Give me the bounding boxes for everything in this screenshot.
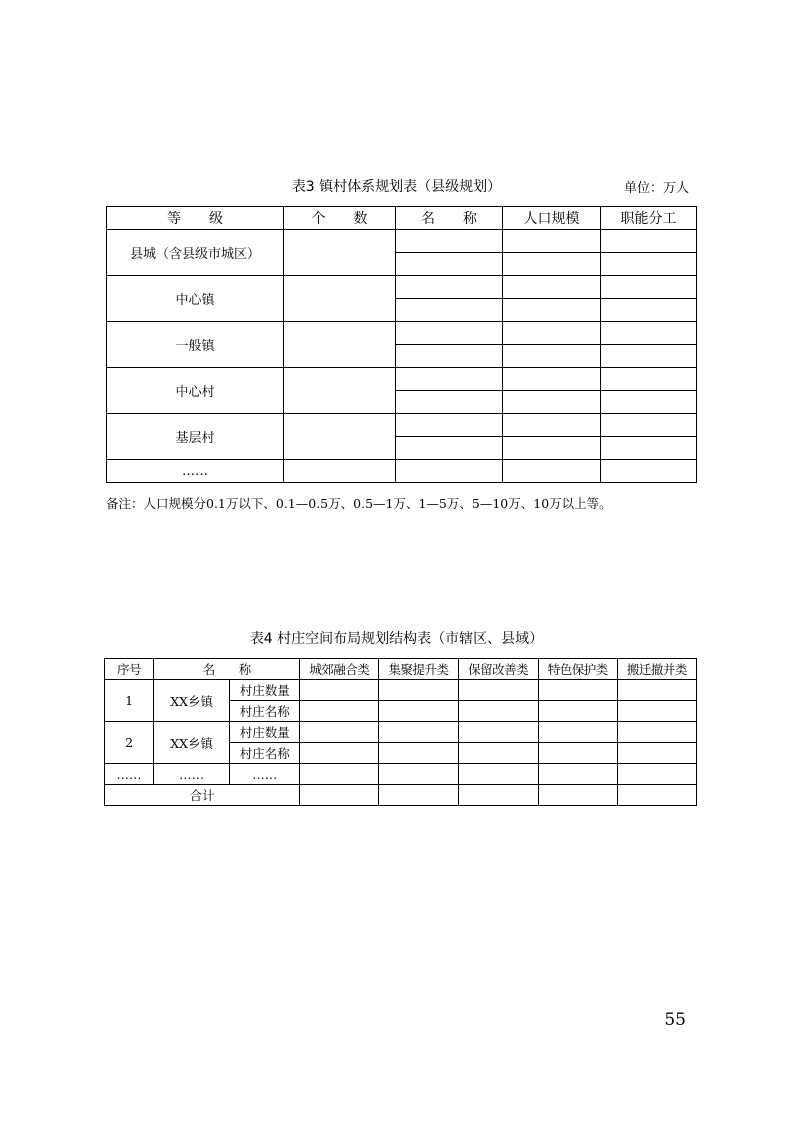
population-cell — [503, 437, 601, 460]
data-cell — [458, 680, 538, 701]
row-no: 1 — [105, 680, 154, 722]
row-town-name: XX乡镇 — [154, 680, 230, 722]
population-cell — [503, 299, 601, 322]
function-cell — [601, 230, 697, 253]
data-cell — [538, 764, 617, 785]
row-sub-label: 村庄名称 — [230, 701, 300, 722]
name-cell — [396, 368, 503, 391]
data-cell — [379, 701, 458, 722]
table3-title: 表3 镇村体系规划表（县级规划） — [291, 179, 502, 195]
function-cell — [601, 322, 697, 345]
row-sub-label: 村庄数量 — [230, 722, 300, 743]
name-cell — [396, 230, 503, 253]
population-cell — [503, 230, 601, 253]
population-cell — [503, 253, 601, 276]
grade-county: 县城（含县级市城区） — [107, 230, 284, 276]
ellipsis-cell: …… — [105, 764, 154, 785]
data-cell — [458, 785, 538, 806]
table3-note: 备注：人口规模分0.1万以下、0.1—0.5万、0.5—1万、1—5万、5—10万、10万以上等。 — [106, 496, 612, 511]
table3-header-row — [107, 207, 697, 230]
data-cell — [617, 743, 696, 764]
data-cell — [300, 785, 379, 806]
grade-central-village: 中心村 — [107, 368, 284, 414]
grade-central-town: 中心镇 — [107, 276, 284, 322]
function-cell — [601, 391, 697, 414]
name-cell — [396, 345, 503, 368]
count-cell — [284, 276, 396, 322]
function-cell — [601, 368, 697, 391]
data-cell — [300, 701, 379, 722]
data-cell — [617, 680, 696, 701]
population-cell — [503, 414, 601, 437]
table-row — [105, 764, 697, 785]
name-cell — [396, 322, 503, 345]
table-row — [107, 276, 697, 299]
population-cell — [503, 368, 601, 391]
header-name: 名 称 — [154, 659, 300, 680]
population-cell — [503, 460, 601, 483]
function-cell — [601, 299, 697, 322]
name-cell — [396, 253, 503, 276]
population-cell — [503, 345, 601, 368]
data-cell — [538, 722, 617, 743]
data-cell — [379, 764, 458, 785]
data-cell — [300, 722, 379, 743]
header-count: 个 数 — [284, 207, 396, 230]
population-cell — [503, 322, 601, 345]
ellipsis-cell: …… — [154, 764, 230, 785]
table-row — [105, 722, 697, 743]
function-cell — [601, 253, 697, 276]
table4-header-row — [105, 659, 697, 680]
row-no: 2 — [105, 722, 154, 764]
data-cell — [379, 680, 458, 701]
header-protect: 特色保护类 — [538, 659, 617, 680]
function-cell — [601, 437, 697, 460]
table-row — [107, 414, 697, 437]
data-cell — [617, 764, 696, 785]
population-cell — [503, 391, 601, 414]
ellipsis-cell: …… — [230, 764, 300, 785]
count-cell — [284, 230, 396, 276]
header-name: 名 称 — [396, 207, 503, 230]
header-no: 序号 — [105, 659, 154, 680]
data-cell — [617, 785, 696, 806]
village-layout-structure-table — [104, 658, 697, 806]
grade-general-town: 一般镇 — [107, 322, 284, 368]
count-cell — [284, 368, 396, 414]
table-row — [107, 368, 697, 391]
count-cell — [284, 322, 396, 368]
population-cell — [503, 276, 601, 299]
row-sub-label: 村庄名称 — [230, 743, 300, 764]
data-cell — [538, 701, 617, 722]
data-cell — [458, 722, 538, 743]
data-cell — [300, 743, 379, 764]
header-retain: 保留改善类 — [458, 659, 538, 680]
ellipsis-cell: …… — [107, 460, 284, 483]
data-cell — [458, 743, 538, 764]
data-cell — [379, 743, 458, 764]
table-row — [105, 680, 697, 701]
function-cell — [601, 414, 697, 437]
header-population: 人口规模 — [503, 207, 601, 230]
table-row — [107, 230, 697, 253]
table-row — [107, 322, 697, 345]
function-cell — [601, 460, 697, 483]
header-function: 职能分工 — [601, 207, 697, 230]
name-cell — [396, 391, 503, 414]
header-relocate: 搬迁撤并类 — [617, 659, 696, 680]
data-cell — [617, 701, 696, 722]
name-cell — [396, 299, 503, 322]
row-town-name: XX乡镇 — [154, 722, 230, 764]
header-cluster: 集聚提升类 — [379, 659, 458, 680]
count-cell — [284, 460, 396, 483]
name-cell — [396, 276, 503, 299]
data-cell — [458, 701, 538, 722]
table3-unit: 单位：万人 — [623, 181, 689, 196]
data-cell — [300, 764, 379, 785]
row-sub-label: 村庄数量 — [230, 680, 300, 701]
name-cell — [396, 460, 503, 483]
data-cell — [300, 680, 379, 701]
data-cell — [458, 764, 538, 785]
header-grade: 等 级 — [107, 207, 284, 230]
name-cell — [396, 437, 503, 460]
data-cell — [617, 722, 696, 743]
header-suburban: 城郊融合类 — [300, 659, 379, 680]
total-label: 合计 — [105, 785, 300, 806]
data-cell — [379, 785, 458, 806]
function-cell — [601, 276, 697, 299]
count-cell — [284, 414, 396, 460]
data-cell — [538, 743, 617, 764]
data-cell — [379, 722, 458, 743]
function-cell — [601, 345, 697, 368]
grade-basic-village: 基层村 — [107, 414, 284, 460]
town-village-system-table — [106, 206, 697, 483]
page-number: 55 — [664, 1010, 686, 1030]
table4-title: 表4 村庄空间布局规划结构表（市辖区、县域） — [249, 631, 544, 647]
data-cell — [538, 680, 617, 701]
name-cell — [396, 414, 503, 437]
table-row — [107, 460, 697, 483]
table-row — [105, 785, 697, 806]
data-cell — [538, 785, 617, 806]
